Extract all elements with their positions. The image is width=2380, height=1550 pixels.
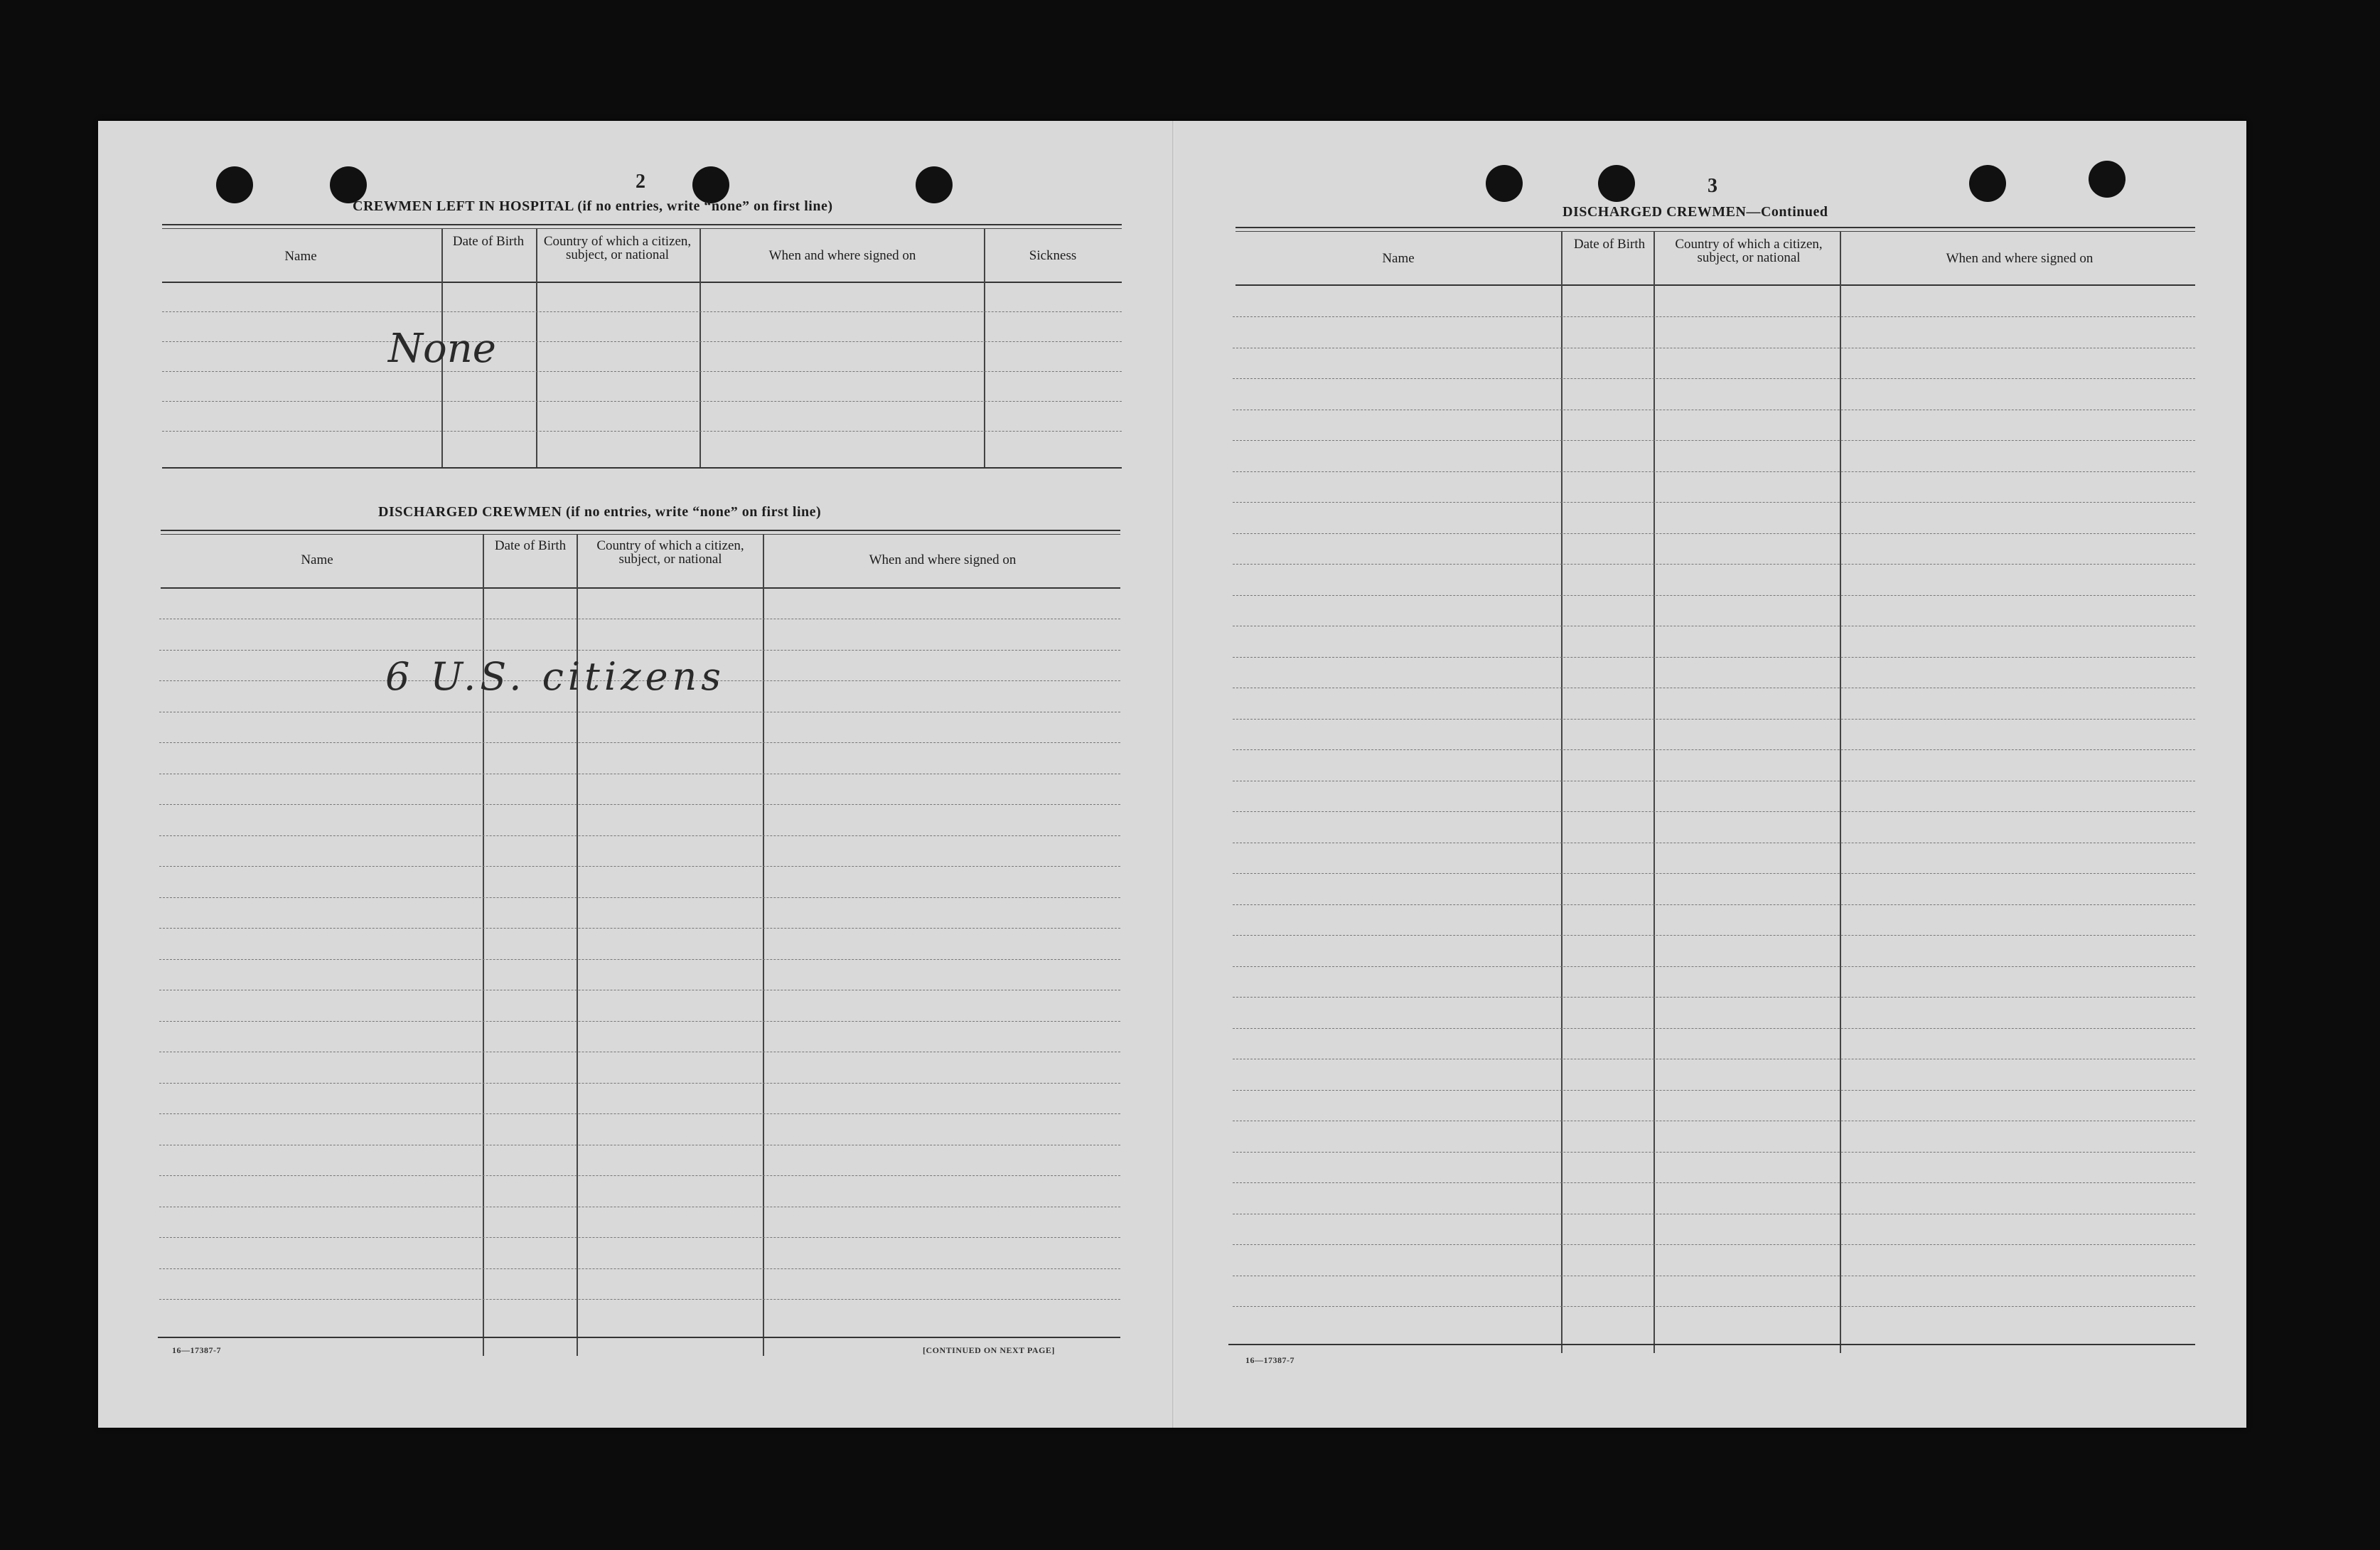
row-line: [1233, 1306, 2195, 1307]
table-top-rule: [1235, 227, 2195, 228]
col-header-country: Country of which a citizen, subject, or national: [543, 234, 692, 262]
punch-hole: [916, 166, 953, 203]
column-divider: [1840, 231, 1841, 1353]
row-line: [159, 866, 1120, 867]
row-line: [159, 1175, 1120, 1176]
row-line: [1233, 595, 2195, 596]
table-bottom-rule: [158, 1337, 1120, 1338]
row-line: [159, 742, 1120, 743]
table-top-rule: [162, 224, 1122, 225]
row-line: [1233, 873, 2195, 874]
page-number: 2: [636, 171, 645, 193]
page-fold: [1172, 121, 1174, 1428]
row-line: [159, 1268, 1120, 1269]
column-divider: [1561, 231, 1562, 1353]
header-bottom-rule: [162, 282, 1122, 283]
table-top-rule: [161, 534, 1120, 535]
row-line: [1233, 935, 2195, 936]
table-bottom-rule: [1228, 1344, 2195, 1345]
row-line: [1233, 533, 2195, 534]
form-number: 16—17387-7: [172, 1345, 221, 1355]
row-line: [1233, 719, 2195, 720]
col-header-signed-on: When and where signed on: [1946, 251, 2094, 266]
document-sheet: [98, 121, 2246, 1428]
header-bottom-rule: [1235, 284, 2195, 286]
row-line: [159, 835, 1120, 836]
row-line: [1233, 440, 2195, 441]
discharged-title-instruction: (if no entries, write “none” on first line): [565, 504, 822, 520]
col-header-date-of-birth: Date of Birth: [1573, 237, 1646, 252]
page-number: 3: [1708, 175, 1717, 197]
punch-hole: [1598, 165, 1635, 202]
punch-hole: [1969, 165, 2006, 202]
row-line: [1233, 657, 2195, 658]
punch-hole: [2089, 161, 2126, 198]
col-header-date-of-birth: Date of Birth: [494, 538, 567, 553]
form-number: 16—17387-7: [1245, 1355, 1294, 1365]
col-header-country: Country of which a citizen, subject, or national: [596, 538, 744, 567]
row-line: [159, 1237, 1120, 1238]
row-line: [159, 804, 1120, 805]
row-line: [159, 897, 1120, 898]
row-line: [162, 401, 1122, 402]
row-line: [162, 371, 1122, 372]
row-line: [1233, 316, 2195, 317]
col-header-name: Name: [1382, 251, 1415, 266]
hospital-title-text: CREWMEN LEFT IN HOSPITAL: [353, 198, 574, 214]
discharged-title-text: DISCHARGED CREWMEN: [378, 504, 562, 520]
row-line: [159, 928, 1120, 929]
col-header-sickness: Sickness: [1029, 248, 1077, 263]
handwritten-hospital-entry: None: [388, 326, 496, 372]
column-divider: [1653, 231, 1655, 1353]
table-top-rule: [1235, 231, 2195, 232]
header-bottom-rule: [161, 587, 1120, 589]
row-line: [159, 1021, 1120, 1022]
row-line: [162, 431, 1122, 432]
row-line: [1233, 1090, 2195, 1091]
row-line: [1233, 378, 2195, 379]
row-line: [1233, 1028, 2195, 1029]
table-bottom-rule: [162, 467, 1122, 469]
col-header-country: Country of which a citizen, subject, or national: [1675, 237, 1823, 265]
punch-hole: [216, 166, 253, 203]
row-line: [162, 341, 1122, 342]
row-line: [159, 650, 1120, 651]
table-top-rule: [162, 228, 1122, 229]
col-header-name: Name: [301, 552, 333, 567]
row-line: [1233, 564, 2195, 565]
row-line: [159, 959, 1120, 960]
table-top-rule: [161, 530, 1120, 531]
discharged-section-title: [378, 504, 821, 520]
row-line: [1233, 811, 2195, 812]
col-header-date-of-birth: Date of Birth: [452, 234, 525, 249]
continued-note: [CONTINUED ON NEXT PAGE]: [923, 1345, 1055, 1355]
row-line: [159, 1299, 1120, 1300]
col-header-signed-on: When and where signed on: [768, 248, 916, 263]
row-line: [1233, 749, 2195, 750]
discharged-continued-title: DISCHARGED CREWMEN—Continued: [1562, 204, 1828, 220]
col-header-name: Name: [284, 249, 317, 264]
row-line: [1233, 1244, 2195, 1245]
row-line: [1233, 997, 2195, 998]
row-line: [1233, 966, 2195, 967]
hospital-section-title: [353, 198, 833, 215]
row-line: [1233, 502, 2195, 503]
row-line: [1233, 471, 2195, 472]
row-line: [162, 311, 1122, 312]
punch-hole: [1486, 165, 1523, 202]
row-line: [159, 1113, 1120, 1114]
row-line: [159, 1083, 1120, 1084]
row-line: [1233, 1182, 2195, 1183]
handwritten-discharged-entry: 6 U.S. citizens: [385, 654, 726, 699]
col-header-signed-on: When and where signed on: [869, 552, 1017, 567]
row-line: [1233, 904, 2195, 905]
column-divider: [763, 534, 764, 1356]
row-line: [1233, 1152, 2195, 1153]
hospital-title-instruction: (if no entries, write “none” on first line): [577, 198, 833, 214]
